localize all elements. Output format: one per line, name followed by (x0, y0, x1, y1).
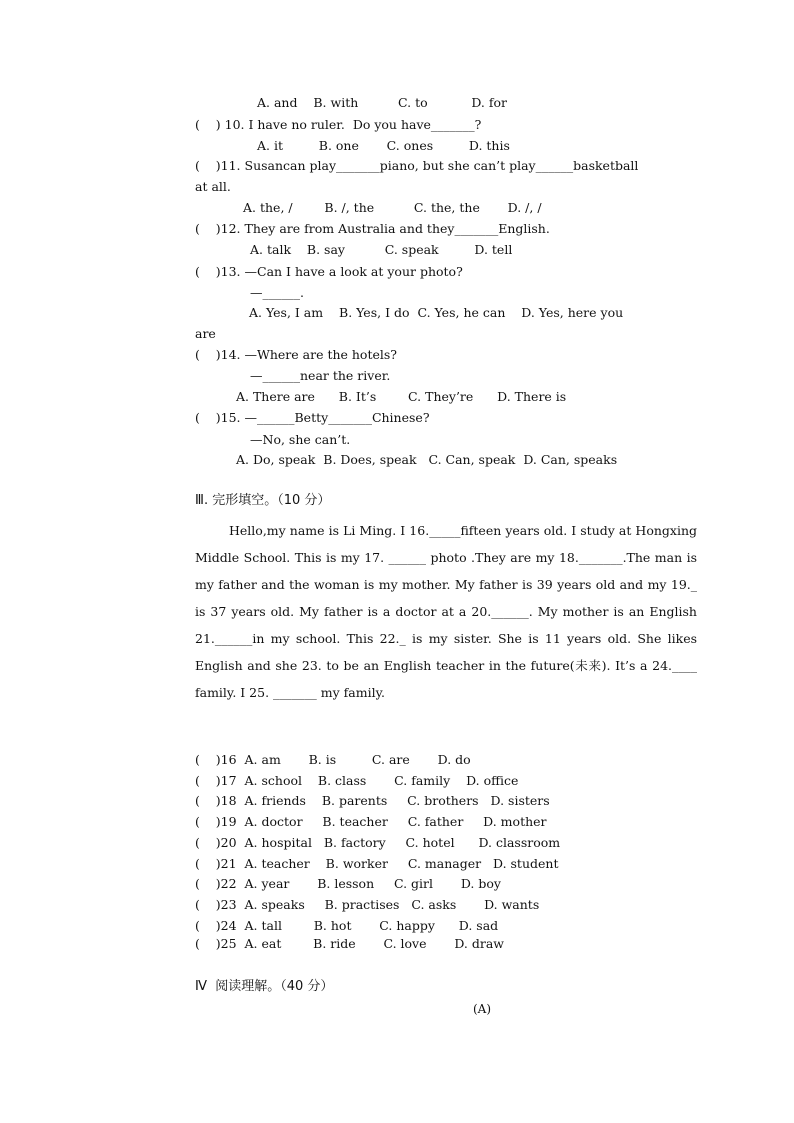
cloze-item-25 (195, 936, 504, 952)
q13-options: A. Yes, I am B. Yes, I do C. Yes, he can D. Yes, here you (249, 305, 624, 320)
q15-options: A. Do, speak B. Does, speak C. Can, speak D. Can, speaks (236, 452, 618, 467)
q14-reply: —______near the river. (250, 368, 391, 383)
q12-stem: ( )12. They are from Australia and they_______English. (195, 221, 550, 236)
cloze-passage (195, 517, 697, 706)
cloze-item-num: ( )23 (195, 897, 237, 912)
cloze-item-num: ( )24 (195, 918, 237, 933)
q11-stem: ( )11. Susancan play_______piano, but she can’t play______basketball (195, 158, 639, 173)
section3-heading: Ⅲ. 完形填空。（10 分） (195, 493, 331, 508)
cloze-item-18 (195, 793, 550, 809)
q15-stem: ( )15. —______Betty_______Chinese? (195, 410, 430, 425)
section4-subheading: (A) (473, 1002, 492, 1016)
cloze-item-options: A. teacher B. worker C. manager D. student (244, 856, 559, 871)
cloze-item-22 (195, 876, 501, 892)
cloze-item-options: A. year B. lesson C. girl D. boy (244, 876, 501, 891)
cloze-item-17 (195, 773, 518, 789)
cloze-item-options: A. hospital B. factory C. hotel D. classroom (244, 835, 561, 850)
q11-options: A. the, / B. /, the C. the, the D. /, / (243, 200, 542, 215)
q14-stem: ( )14. —Where are the hotels? (195, 347, 397, 362)
cloze-item-options: A. eat B. ride C. love D. draw (244, 936, 504, 951)
q10-options: A. it B. one C. ones D. this (257, 138, 510, 153)
cloze-passage-text: Hello,my name is Li Ming. I 16._____fifteen years old. I study at Hongxing Middle School. This is my 17. ______ photo .They are my 18._______.The man is my father and the woman is my mother. My father is 39 years old and my 19._ is 37 years old. My father is a doctor at a 20.______. My mother is an English 21.______in my school. This 22._ is my sister. She is 11 years old. She likes English and she 23. to be an English teacher in the future(未来). It’s a 24.____ family. I 25. _______ my family. (195, 523, 697, 700)
q12-options: A. talk B. say C. speak D. tell (250, 242, 513, 257)
cloze-item-options: A. friends B. parents C. brothers D. sisters (244, 793, 550, 808)
q14-options: A. There are B. It’s C. They’re D. There is (236, 389, 567, 404)
q13-stem: ( )13. —Can I have a look at your photo? (195, 264, 463, 279)
cloze-item-options: A. school B. class C. family D. office (244, 773, 519, 788)
cloze-item-num: ( )18 (195, 793, 237, 808)
section4-heading: Ⅳ 阅读理解。（40 分） (195, 979, 334, 994)
cloze-item-options: A. tall B. hot C. happy D. sad (244, 918, 499, 933)
cloze-item-num: ( )19 (195, 814, 237, 829)
q10-stem: ( ) 10. I have no ruler. Do you have_______? (195, 117, 482, 132)
q13-reply: —______. (250, 285, 304, 300)
cloze-item-19 (195, 814, 547, 830)
cloze-item-options: A. speaks B. practises C. asks D. wants (244, 897, 540, 912)
cloze-item-21 (195, 856, 558, 872)
cloze-item-num: ( )22 (195, 876, 237, 891)
cloze-item-num: ( )20 (195, 835, 237, 850)
q13-options-cont: are (195, 326, 216, 341)
q11-stem-cont: at all. (195, 179, 231, 194)
cloze-item-24 (195, 918, 498, 934)
q9-options: A. and B. with C. to D. for (257, 95, 507, 110)
cloze-item-16 (195, 752, 471, 768)
cloze-item-num: ( )25 (195, 936, 237, 951)
cloze-item-options: A. am B. is C. are D. do (244, 752, 471, 767)
cloze-item-num: ( )21 (195, 856, 237, 871)
cloze-item-options: A. doctor B. teacher C. father D. mother (244, 814, 547, 829)
q15-reply: —No, she can’t. (250, 432, 351, 447)
cloze-item-23 (195, 897, 539, 913)
cloze-item-num: ( )17 (195, 773, 237, 788)
cloze-item-20 (195, 835, 560, 851)
cloze-item-num: ( )16 (195, 752, 237, 767)
